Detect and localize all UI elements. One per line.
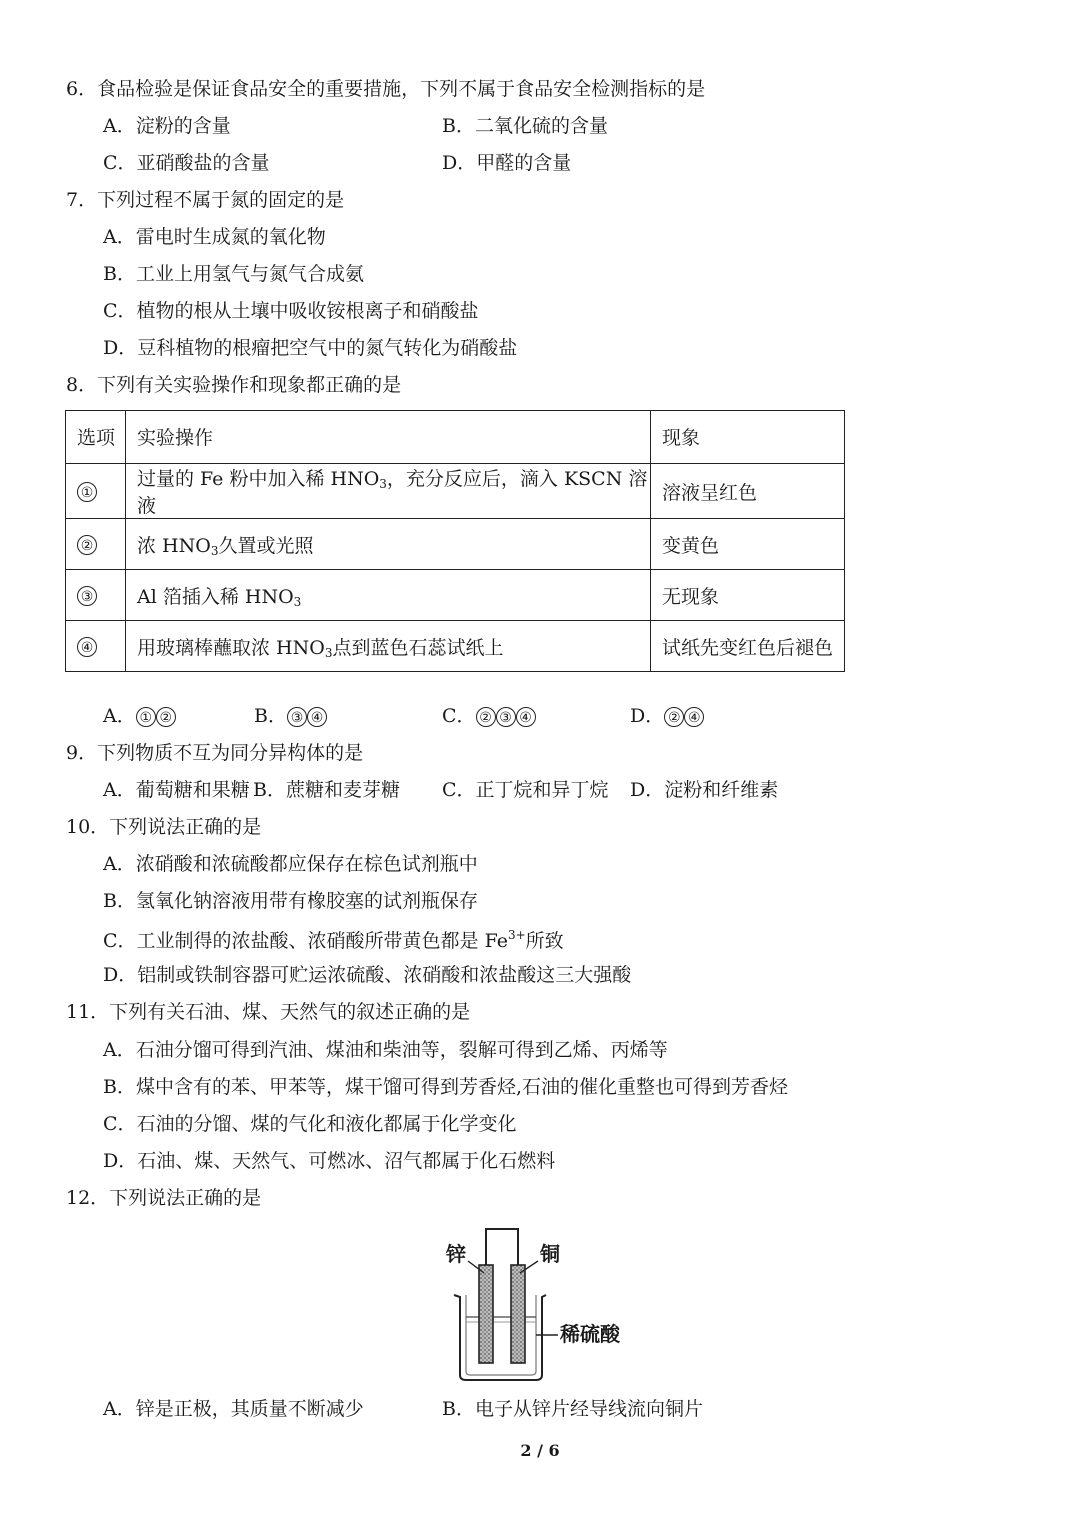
q12-option-b: B．电子从锌片经导线流向铜片	[442, 1398, 703, 1420]
row-phenomenon: 无现象	[651, 570, 845, 621]
q7-option-b: B．工业上用氢气与氮气合成氨	[103, 263, 364, 285]
table-row	[66, 464, 845, 519]
q11-option-d: D．石油、煤、天然气、可燃冰、沼气都属于化石燃料	[103, 1150, 556, 1172]
q7-option-d: D．豆科植物的根瘤把空气中的氮气转化为硝酸盐	[103, 337, 518, 359]
copper-electrode	[511, 1265, 525, 1363]
q8-stem: 8．下列有关实验操作和现象都正确的是	[66, 374, 402, 396]
q6-stem: 6．食品检验是保证食品安全的重要措施，下列不属于食品安全检测指标的是	[66, 78, 706, 100]
q7-stem: 7．下列过程不属于氮的固定的是	[66, 189, 345, 211]
q6-option-b: B．二氧化硫的含量	[442, 115, 608, 137]
q10-option-c: C．工业制得的浓盐酸、浓硝酸所带黄色都是 $Fe^{3+}$所致	[103, 928, 564, 952]
zinc-electrode	[479, 1265, 493, 1363]
q8-experiment-table	[65, 410, 845, 672]
q9-option-c: C．正丁烷和异丁烷	[442, 779, 609, 801]
q9-option-b: B．蔗糖和麦芽糖	[253, 779, 400, 801]
q11-stem: 11．下列有关石油、煤、天然气的叙述正确的是	[66, 1001, 471, 1023]
table-row	[66, 519, 845, 570]
table-header-row	[66, 411, 845, 464]
q8-option-a: A． ① ②	[103, 707, 176, 727]
table-row	[66, 621, 845, 672]
row-operation: Al 箔插入稀 $HNO_3$	[126, 570, 651, 621]
q9-option-a: A．葡萄糖和果糖	[103, 779, 250, 801]
zinc-label: 锌	[446, 1242, 466, 1266]
row-phenomenon: 试纸先变红色后褪色	[651, 621, 845, 672]
row-phenomenon: 溶液呈红色	[651, 464, 845, 519]
row-operation: 用玻璃棒蘸取浓 $HNO_3$点到蓝色石蕊试纸上	[126, 621, 651, 672]
q8-option-b: B． ③ ④	[254, 707, 327, 727]
copper-label: 铜	[540, 1242, 560, 1266]
row-id: ③	[77, 586, 97, 606]
q7-option-a: A．雷电时生成氮的氧化物	[103, 226, 326, 248]
q10-stem: 10．下列说法正确的是	[66, 816, 262, 838]
acid-label: 稀硫酸	[560, 1322, 620, 1346]
q6-option-c: C．亚硝酸盐的含量	[103, 152, 270, 174]
q8-option-c: C． ② ③ ④	[442, 707, 536, 727]
beaker	[454, 1295, 546, 1380]
q9-stem: 9．下列物质不互为同分异构体的是	[66, 742, 364, 764]
q11-option-a: A．石油分馏可得到汽油、煤油和柴油等，裂解可得到乙烯、丙烯等	[103, 1039, 668, 1061]
row-id: ①	[77, 482, 97, 502]
q6-option-a: A．淀粉的含量	[103, 115, 231, 137]
q8-option-d: D． ② ④	[630, 707, 704, 727]
row-operation: 过量的 Fe 粉中加入稀 $HNO_3$，充分反应后，滴入 KSCN 溶液	[126, 464, 651, 519]
q11-option-b: B．煤中含有的苯、甲苯等，煤干馏可得到芳香烃,石油的催化重整也可得到芳香烃	[103, 1076, 789, 1098]
q7-option-c: C．植物的根从土壤中吸收铵根离子和硝酸盐	[103, 300, 479, 322]
q11-option-c: C．石油的分馏、煤的气化和液化都属于化学变化	[103, 1113, 517, 1135]
page-number: 2 / 6	[520, 1441, 560, 1460]
q12-stem: 12．下列说法正确的是	[66, 1187, 262, 1209]
table-row	[66, 570, 845, 621]
header-operation: 实验操作	[126, 411, 651, 464]
q10-option-a: A．浓硝酸和浓硫酸都应保存在棕色试剂瓶中	[103, 853, 478, 875]
q12-option-a: A．锌是正极，其质量不断减少	[103, 1398, 364, 1420]
q10-option-d: D．铝制或铁制容器可贮运浓硫酸、浓硝酸和浓盐酸这三大强酸	[103, 964, 632, 986]
q9-option-d: D．淀粉和纤维素	[630, 779, 779, 801]
header-phenomenon: 现象	[651, 411, 845, 464]
header-option: 选项	[66, 411, 126, 464]
row-id: ④	[77, 637, 97, 657]
row-operation: 浓 $HNO_3$久置或光照	[126, 519, 651, 570]
row-phenomenon: 变黄色	[651, 519, 845, 570]
q10-option-b: B．氢氧化钠溶液用带有橡胶塞的试剂瓶保存	[103, 890, 478, 912]
q6-option-d: D．甲醛的含量	[442, 152, 572, 174]
wire	[486, 1229, 518, 1265]
row-id: ②	[77, 535, 97, 555]
